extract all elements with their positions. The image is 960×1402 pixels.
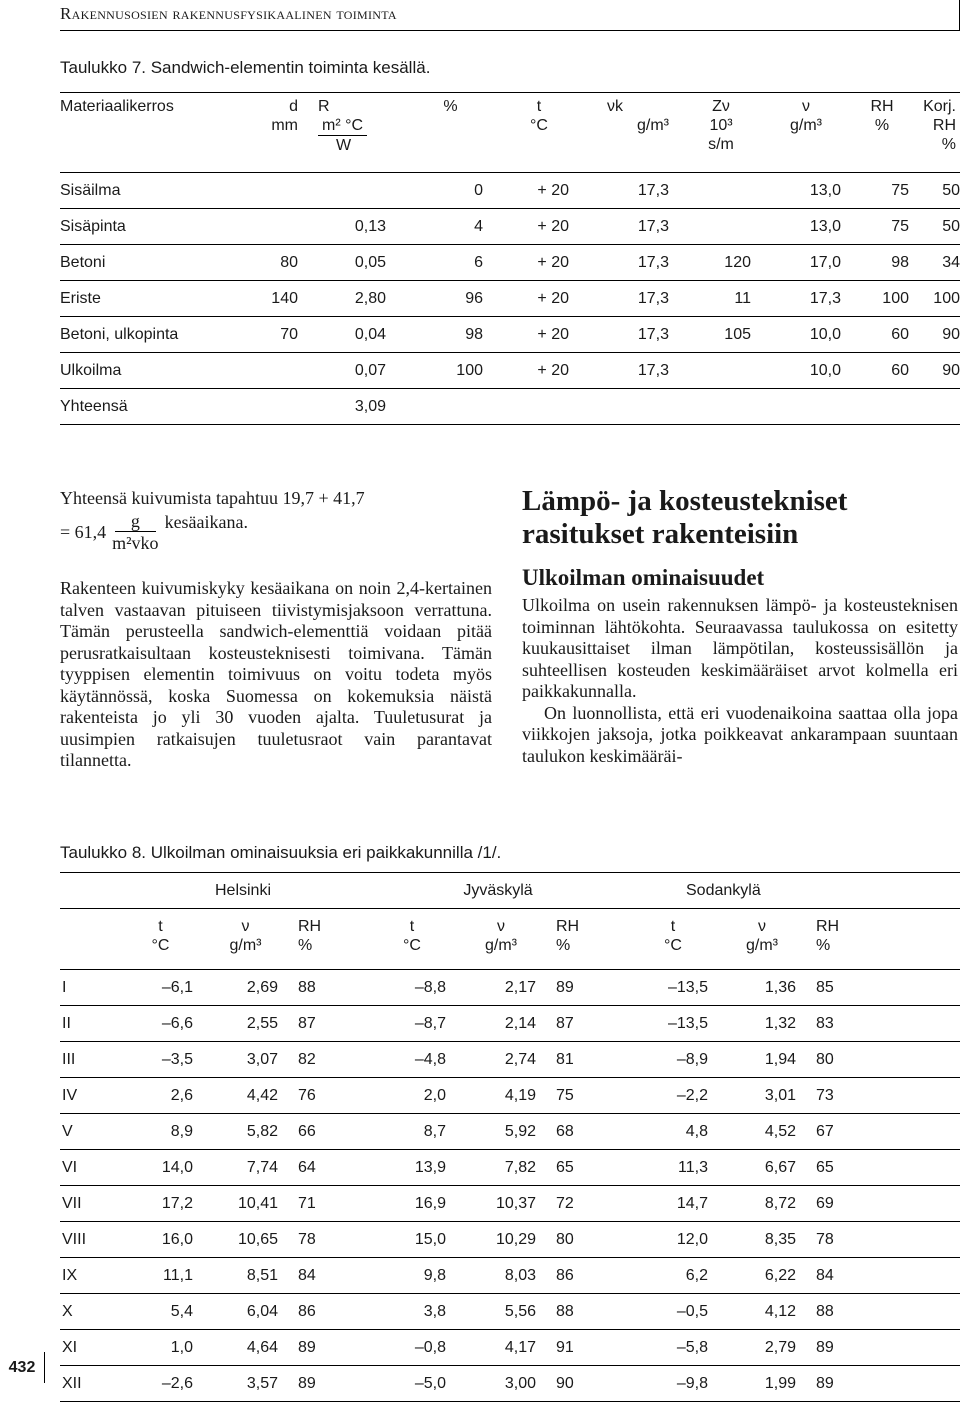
table8-cell: 88 [806,1294,960,1330]
table8-cell: 6,67 [718,1150,806,1186]
table7-cell: 90 [917,353,960,389]
formula-suffix: kesäaikana. [164,512,249,532]
table7-head-zv [677,93,765,173]
table7-cell: 10,0 [765,353,847,389]
table7-cell: 17,3 [585,281,677,317]
head-symbol: RH [298,918,322,935]
table8-cell: 4,64 [203,1330,288,1366]
head-text: Materiaalikerros [60,98,174,115]
head-unit: % [556,937,571,954]
table8-cell: –3,5 [118,1042,203,1078]
head-unit: % [874,117,890,134]
table8-row [60,1294,960,1330]
table8-cell: 1,32 [718,1006,806,1042]
table7-cell: Betoni [60,245,220,281]
page-number: 432 [0,1352,45,1383]
table8-cell: 2,55 [203,1006,288,1042]
table8-cell: 89 [546,970,628,1006]
table7-cell: 17,3 [585,245,677,281]
table8-cell: –8,8 [368,970,456,1006]
table8-cell: 87 [288,1006,368,1042]
table7-cell [220,209,298,245]
table8-cell: 89 [806,1366,960,1402]
table8-cell: 8,9 [118,1114,203,1150]
table7-cell [677,389,765,425]
head-unit: g/m³ [637,117,669,134]
table8-cell: 82 [288,1042,368,1078]
table8-cell: 4,19 [456,1078,546,1114]
table7-cell: 50 [917,173,960,209]
table8-cell: 88 [546,1294,628,1330]
table8-head-cell [718,909,806,970]
table8-cell: 12,0 [628,1222,718,1258]
head-unit: °C [151,937,170,954]
table8-cell: 8,03 [456,1258,546,1294]
table8-cell: 14,0 [118,1150,203,1186]
table8-head-cell [628,909,718,970]
table8-cell: –0,8 [368,1330,456,1366]
table8-head-month [60,909,118,970]
table8-cell: –5,0 [368,1366,456,1402]
table7-cell: 100 [847,281,917,317]
head-unit: mm [271,117,298,134]
table8-head-cell [203,909,288,970]
table8-body [60,970,960,1402]
table8-cell: 5,4 [118,1294,203,1330]
table8-cell: 75 [546,1078,628,1114]
table7-head-korj [917,93,960,173]
table7-cell: 2,80 [298,281,408,317]
table8-cell: 2,17 [456,970,546,1006]
table7-cell [220,173,298,209]
table7-cell: 17,3 [585,209,677,245]
table7-head-v [765,93,847,173]
table8-row [60,1006,960,1042]
table8-cell: 85 [806,970,960,1006]
running-header [60,0,960,31]
table7-header-row [60,93,960,173]
formula-fraction [112,511,158,554]
table8-city-helsinki: Helsinki [118,873,368,909]
head-symbol: ν [497,918,505,935]
table8-city-blank [60,873,118,909]
table8-cell: 3,57 [203,1366,288,1402]
table8-cell: 3,00 [456,1366,546,1402]
table8-cell: 86 [546,1258,628,1294]
table7-cell: 13,0 [765,209,847,245]
table8-cell: 90 [546,1366,628,1402]
table7-cell: 0,07 [298,353,408,389]
table7-row [60,353,960,389]
table8-cell: 8,51 [203,1258,288,1294]
right-paragraph-2: On luonnollista, että eri vuodenaikoina saattaa olla jopa viikkojen jaksoja, jotka poikkeavat ankarampaan suuntaan taulukon keskimääräi- [522,702,958,766]
head-symbol: RH [556,918,580,935]
table7-cell [917,389,960,425]
head-unit: % [298,937,313,954]
head-unit: °C [664,937,682,954]
table8-cell: 2,0 [368,1078,456,1114]
table7-cell: 6 [408,245,493,281]
table8-cell: 68 [546,1114,628,1150]
table7-cell: 17,0 [765,245,847,281]
table7-cell: 17,3 [585,317,677,353]
table8-cell: 83 [806,1006,960,1042]
table8-cell: 1,36 [718,970,806,1006]
table7-row [60,245,960,281]
table8-cell: 4,17 [456,1330,546,1366]
head-unit-num: m² °C [318,116,367,136]
table7-cell: Sisäilma [60,173,220,209]
table7-cell: 100 [917,281,960,317]
table7-cell: 17,3 [765,281,847,317]
table8-cell: 1,0 [118,1330,203,1366]
table8-head-cell [118,909,203,970]
table7-head-vk [585,93,677,173]
table8-cell: –6,1 [118,970,203,1006]
table8-head-cell [546,909,628,970]
table7-cell [298,173,408,209]
table7-cell: + 20 [493,317,585,353]
table8-cell: 8,35 [718,1222,806,1258]
head-unit: g/m³ [790,117,822,134]
table7-cell: 120 [677,245,765,281]
table7-row [60,281,960,317]
table7-cell: 3,09 [298,389,408,425]
table8-cell: 80 [546,1222,628,1258]
table7-head-material [60,93,220,173]
formula-block [60,487,494,554]
section-heading: Lämpö- ja kosteustekniset rasitukset rakenteisiin [522,485,848,550]
table7-cell: 50 [917,209,960,245]
table7-head-r [298,93,408,173]
table8-cell: 2,69 [203,970,288,1006]
table8-cell: 7,74 [203,1150,288,1186]
head-unit-den: W [336,137,352,154]
table7-cell: 75 [847,209,917,245]
table8-cell: 10,65 [203,1222,288,1258]
right-column [522,485,958,767]
table8-cell: 14,7 [628,1186,718,1222]
head-unit: 10³ [709,117,733,134]
table7-cell: 75 [847,173,917,209]
table8-cell: 17,2 [118,1186,203,1222]
table7-body [60,173,960,425]
table8-month-cell: XI [60,1330,118,1366]
table8-row [60,970,960,1006]
table7-cell [220,389,298,425]
table8-cell: 11,1 [118,1258,203,1294]
table7-cell: 105 [677,317,765,353]
table8-cell: 16,0 [118,1222,203,1258]
head-text: RH [870,98,894,115]
table7-cell: 0 [408,173,493,209]
table8-cell: 4,52 [718,1114,806,1150]
table8-cell: 2,74 [456,1042,546,1078]
table7-row [60,209,960,245]
table8-header-row [60,909,960,970]
table8-month-cell: II [60,1006,118,1042]
table8-city-jyvaskyla: Jyväskylä [368,873,628,909]
table8-month-cell: XII [60,1366,118,1402]
table8-cell: –2,2 [628,1078,718,1114]
table8-month-cell: VI [60,1150,118,1186]
table8-head-cell [806,909,960,970]
head-text: νk [607,98,623,115]
table7-cell: 13,0 [765,173,847,209]
table7-cell: Sisäpinta [60,209,220,245]
table8-cell: –5,8 [628,1330,718,1366]
table8-cell: 81 [546,1042,628,1078]
table8-cell: 3,8 [368,1294,456,1330]
table8-cell: 5,56 [456,1294,546,1330]
table8-month-cell: III [60,1042,118,1078]
table8-caption: Taulukko 8. Ulkoilman ominaisuuksia eri paikkakunnilla /1/. [60,843,502,862]
table8-cell: 78 [288,1222,368,1258]
table8-cell: 72 [546,1186,628,1222]
table8-cell: 11,3 [628,1150,718,1186]
table8-cell: 8,72 [718,1186,806,1222]
table7-cell: 17,3 [585,353,677,389]
table8-cell: 65 [806,1150,960,1186]
table8-cell: –8,7 [368,1006,456,1042]
table8-cell: 6,04 [203,1294,288,1330]
table8-row [60,1366,960,1402]
table7-cell: 60 [847,353,917,389]
table7-cell [677,209,765,245]
table8-cell: 76 [288,1078,368,1114]
table8-head-cell [456,909,546,970]
table7-cell: + 20 [493,245,585,281]
table8-cell: 89 [806,1330,960,1366]
table7-row [60,173,960,209]
formula-line2 [60,511,494,554]
table8-cell: 13,9 [368,1150,456,1186]
table8-cell: –0,5 [628,1294,718,1330]
table8-month-cell: I [60,970,118,1006]
table8 [60,872,960,1402]
table7-cell [408,389,493,425]
table7-cell [493,389,585,425]
table7-cell: 80 [220,245,298,281]
table8-cell: 10,37 [456,1186,546,1222]
table8-cell: 1,99 [718,1366,806,1402]
head-text: t [536,98,542,115]
formula-line1: Yhteensä kuivumista tapahtuu 19,7 + 41,7 [60,488,365,508]
section-subheading: Ulkoilman ominaisuudet [522,565,765,590]
head-text: R [318,98,330,115]
table8-month-cell: V [60,1114,118,1150]
table7-cell: Betoni, ulkopinta [60,317,220,353]
head-text: Korj. [923,98,956,115]
table8-city-sodankyla: Sodankylä [628,873,960,909]
formula-prefix: = 61,4 [60,522,107,542]
table7-row [60,317,960,353]
table7-cell: 96 [408,281,493,317]
table7 [60,92,960,425]
table8-cell: –13,5 [628,1006,718,1042]
head-text: ν [802,98,810,115]
table8-cell: 10,29 [456,1222,546,1258]
table7-cell: 0,13 [298,209,408,245]
table8-cell: 8,7 [368,1114,456,1150]
head-symbol: ν [758,918,766,935]
table8-row [60,1222,960,1258]
head-unit2: % [941,136,956,153]
table7-cell [677,173,765,209]
head-unit: RH [932,117,956,134]
table8-city-row [60,873,960,909]
table8-month-cell: VIII [60,1222,118,1258]
table7-cell [677,353,765,389]
table8-cell: 78 [806,1222,960,1258]
table7-cell: 10,0 [765,317,847,353]
table7-cell: + 20 [493,209,585,245]
table8-cell: 69 [806,1186,960,1222]
table8-month-cell: X [60,1294,118,1330]
table8-cell: 5,92 [456,1114,546,1150]
table8-cell: 2,79 [718,1330,806,1366]
table7-cell: Eriste [60,281,220,317]
table7-cell: + 20 [493,281,585,317]
table8-cell: –2,6 [118,1366,203,1402]
table8-row [60,1114,960,1150]
table8-cell: 71 [288,1186,368,1222]
head-unit: % [816,937,831,954]
table7-head-percent [408,93,493,173]
table8-cell: 89 [288,1366,368,1402]
table7-cell: 98 [847,245,917,281]
head-symbol: ν [241,918,250,935]
table7-caption: Taulukko 7. Sandwich-elementin toiminta kesällä. [60,58,431,77]
left-paragraph: Rakenteen kuivumiskyky kesäaikana on noin 2,4-kertainen talven vastaavan pituiseen tiivistymisjaksoon verrattuna. Tämän perusteella sandwich-elementtiä voidaan pitää perusratkaisultaan kosteusteknisesti toimivana. Tämän tyyppisen elementin toimivuus on voitu todeta myös käytännössä, koska Suomessa on kokemuksia näistä rakenteista jo yli 30 vuoden ajalta. Tuuletusurat ja uusimpien ratkaisujen tuuletusraot vain parantavat tilannetta. [60,578,492,770]
table7-cell: 100 [408,353,493,389]
right-paragraph-1: Ulkoilma on usein rakennuksen lämpö- ja kosteusteknisen toiminnan lähtökohta. Seuraavassa taulukossa on esitetty kuukausittaiset ilman lämpötilan, kosteussisällön ja suhteellisen kosteuden keskimääräiset arvot kolmella eri paikkakunnalla. [522,595,958,701]
table7-cell [220,353,298,389]
table8-cell: 84 [288,1258,368,1294]
head-unit: g/m³ [229,937,262,954]
table8-cell: 2,14 [456,1006,546,1042]
table7-cell: 11 [677,281,765,317]
head-text: % [443,98,458,115]
table8-cell: 66 [288,1114,368,1150]
head-symbol: t [158,918,163,935]
table8-month-cell: VII [60,1186,118,1222]
table7-cell [765,389,847,425]
table8-cell: 65 [546,1150,628,1186]
table8-cell: 86 [288,1294,368,1330]
table7-cell: 34 [917,245,960,281]
table7-cell: 140 [220,281,298,317]
head-unit: g/m³ [485,937,517,954]
running-header-title: Rakennusosien rakennusfysikaalinen toiminta [60,4,397,23]
table7-cell: + 20 [493,353,585,389]
table7-cell: 98 [408,317,493,353]
table7-cell: 60 [847,317,917,353]
table8-cell: –13,5 [628,970,718,1006]
head-text: Zν [712,98,730,115]
table8-cell: 88 [288,970,368,1006]
table8-cell: 3,07 [203,1042,288,1078]
table8-head-cell [368,909,456,970]
table8-row [60,1186,960,1222]
table8-cell: –4,8 [368,1042,456,1078]
table7-head-rh [847,93,917,173]
table8-row [60,1078,960,1114]
table7-cell [585,389,677,425]
table8-row [60,1330,960,1366]
head-unit: g/m³ [746,937,778,954]
table8-cell: 9,8 [368,1258,456,1294]
table8-cell: 16,9 [368,1186,456,1222]
table8-cell: 89 [288,1330,368,1366]
table8-cell: 67 [806,1114,960,1150]
head-unit2: s/m [708,136,734,153]
table8-row [60,1258,960,1294]
table7-row [60,389,960,425]
table8-cell: 2,6 [118,1078,203,1114]
head-unit: °C [403,937,421,954]
table8-month-cell: IX [60,1258,118,1294]
table8-cell: 87 [546,1006,628,1042]
table8-cell: 91 [546,1330,628,1366]
table8-cell: –6,6 [118,1006,203,1042]
table7-cell: 4 [408,209,493,245]
table8-cell: 6,2 [628,1258,718,1294]
table8-head-cell [288,909,368,970]
head-unit: °C [530,117,548,134]
head-symbol: t [670,918,676,935]
table8-cell: 4,8 [628,1114,718,1150]
formula-denominator: m²vko [112,533,159,553]
table8-row [60,1042,960,1078]
table8-cell: 3,01 [718,1078,806,1114]
table8-cell: 80 [806,1042,960,1078]
table8-cell: 73 [806,1078,960,1114]
table7-cell: Yhteensä [60,389,220,425]
table8-cell: 5,82 [203,1114,288,1150]
table8-cell: 84 [806,1258,960,1294]
table7-cell: 0,04 [298,317,408,353]
table8-row [60,1150,960,1186]
table8-cell: 4,42 [203,1078,288,1114]
table7-cell: Ulkoilma [60,353,220,389]
table8-cell: 64 [288,1150,368,1186]
table7-cell: + 20 [493,173,585,209]
table8-cell: 6,22 [718,1258,806,1294]
table8-month-cell: IV [60,1078,118,1114]
table7-cell [847,389,917,425]
head-symbol: RH [816,918,840,935]
table8-cell: 7,82 [456,1150,546,1186]
table8-cell: 1,94 [718,1042,806,1078]
table7-cell: 17,3 [585,173,677,209]
table7-cell: 0,05 [298,245,408,281]
table8-cell: –8,9 [628,1042,718,1078]
table7-cell: 90 [917,317,960,353]
table7-cell: 70 [220,317,298,353]
head-symbol: t [409,918,415,935]
table7-head-t [493,93,585,173]
formula-numerator: g [115,511,156,532]
head-text: d [289,98,298,115]
table7-head-d [220,93,298,173]
table8-cell: –9,8 [628,1366,718,1402]
table8-cell: 4,12 [718,1294,806,1330]
table8-cell: 10,41 [203,1186,288,1222]
table8-cell: 15,0 [368,1222,456,1258]
